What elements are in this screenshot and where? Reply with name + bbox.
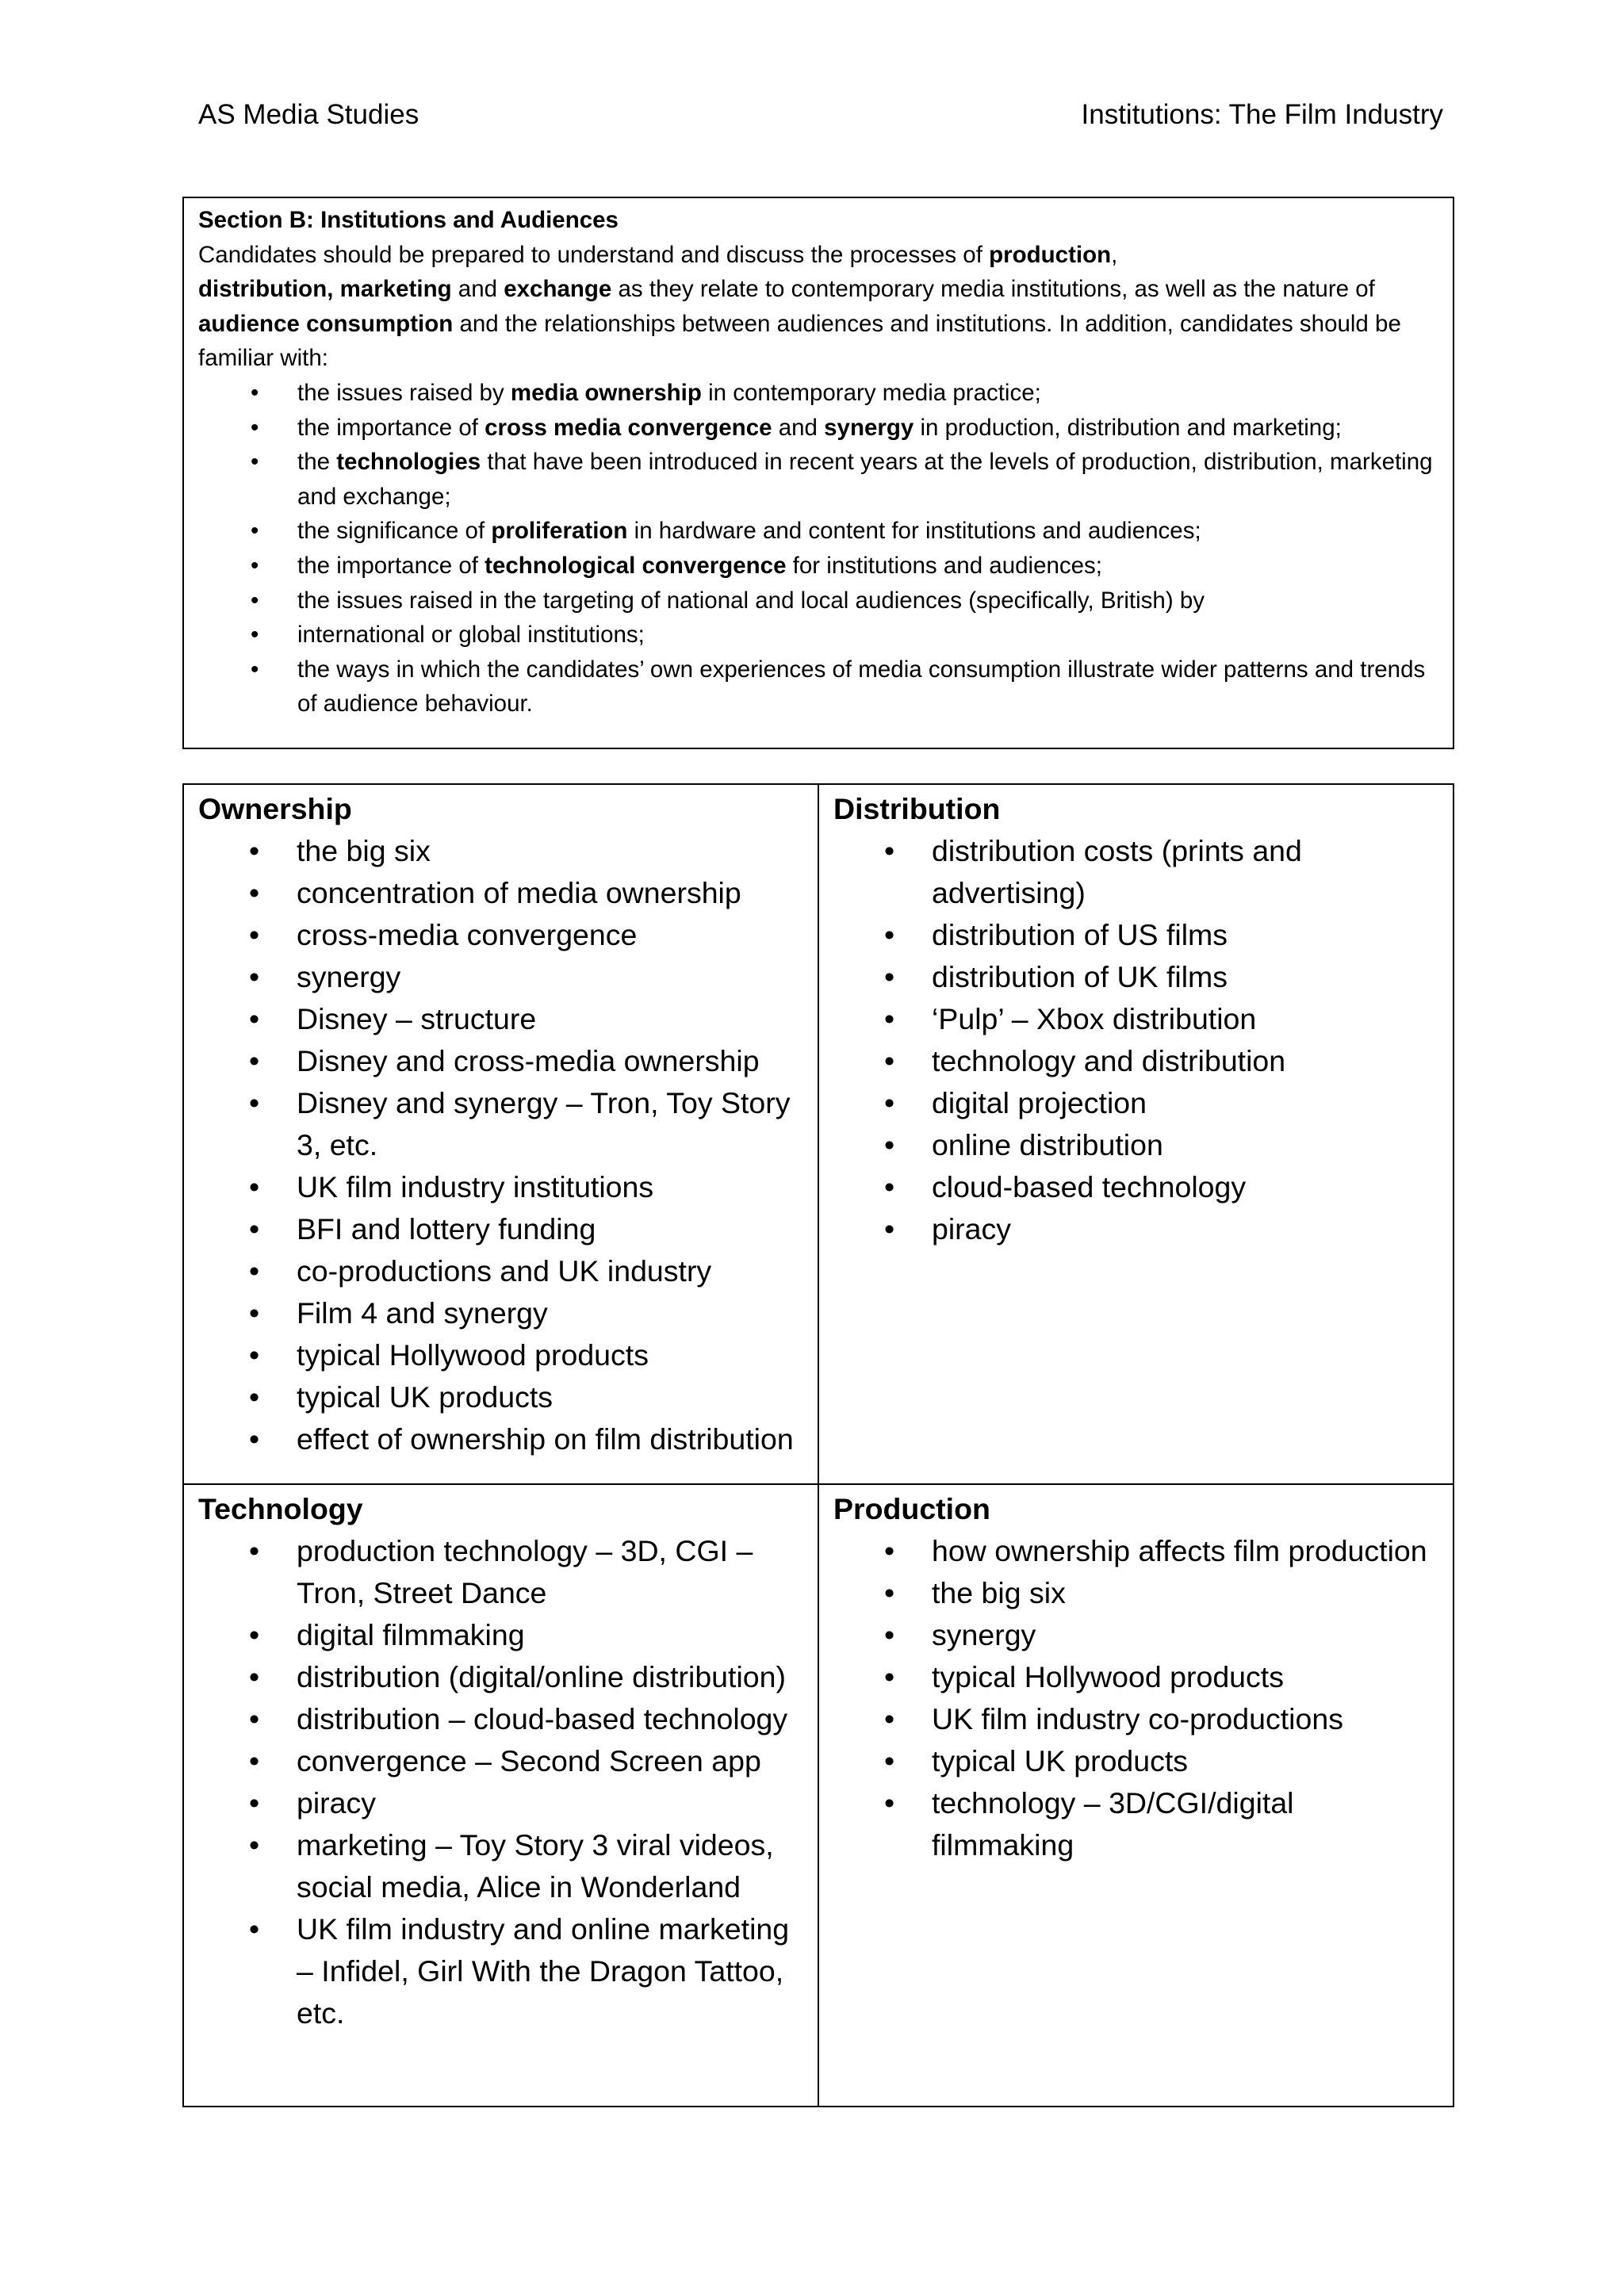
topic-text: synergy — [932, 1618, 1036, 1651]
bullet-text: in contemporary media practice; — [701, 379, 1041, 406]
topics-table — [182, 783, 1454, 2107]
production-heading: Production — [833, 1492, 990, 1525]
topic-text: UK film industry co-productions — [932, 1702, 1343, 1735]
intro-text: , — [1111, 241, 1118, 268]
bullet-icon: • — [251, 414, 259, 441]
bullet-icon: • — [249, 1170, 260, 1203]
bullet-text: technological convergence — [485, 552, 787, 579]
bullet-icon: • — [249, 1422, 260, 1456]
topic-text: co-productions and UK industry — [297, 1254, 712, 1288]
topic-item — [198, 830, 803, 872]
spec-bullet-list — [198, 376, 1438, 721]
topic-item — [833, 1698, 1438, 1740]
bullet-text: in hardware and content for institutions and audiences; — [627, 518, 1201, 545]
bullet-text: the significance of — [297, 518, 492, 545]
bullet-icon: • — [249, 1786, 260, 1820]
bullet-text: proliferation — [491, 518, 628, 545]
production-list — [833, 1530, 1438, 1866]
topic-item — [198, 1250, 803, 1292]
header-course-title: AS Media Studies — [198, 99, 419, 130]
bullet-icon: • — [249, 1254, 260, 1288]
production-cell — [818, 1484, 1454, 2107]
topic-item — [198, 1782, 803, 1824]
technology-cell — [183, 1484, 818, 2107]
bullet-icon: • — [884, 918, 895, 951]
ownership-list — [198, 830, 803, 1460]
ownership-cell — [183, 784, 818, 1484]
topic-text: typical Hollywood products — [932, 1660, 1284, 1693]
topic-item — [833, 1782, 1438, 1866]
bullet-icon: • — [249, 1744, 260, 1777]
bullet-text: the importance of — [297, 414, 485, 441]
intro-text: exchange — [504, 276, 612, 303]
bullet-text: synergy — [824, 414, 914, 441]
topic-item — [833, 1530, 1438, 1572]
topic-text: distribution of US films — [932, 918, 1228, 951]
topic-text: distribution – cloud-based technology — [297, 1702, 788, 1735]
specification-box — [182, 197, 1454, 749]
bullet-icon: • — [249, 1338, 260, 1372]
bullet-icon: • — [249, 1912, 260, 1946]
topic-text: distribution (digital/online distribution) — [297, 1660, 786, 1693]
bullet-icon: • — [884, 1786, 895, 1820]
topic-item — [198, 1208, 803, 1250]
topic-item — [198, 1614, 803, 1656]
bullet-icon: • — [251, 552, 259, 579]
topic-text: Film 4 and synergy — [297, 1296, 548, 1330]
topic-item — [198, 1082, 803, 1166]
bullet-icon: • — [884, 1702, 895, 1735]
bullet-icon: • — [884, 1744, 895, 1777]
topic-item — [198, 1292, 803, 1334]
bullet-icon: • — [251, 379, 259, 406]
topic-item — [198, 998, 803, 1040]
distribution-list — [833, 830, 1438, 1250]
topic-text: distribution costs (prints and advertising) — [932, 834, 1302, 909]
topic-item — [833, 1208, 1438, 1250]
topic-item — [198, 1824, 803, 1908]
bullet-icon: • — [249, 834, 260, 867]
bullet-text: and — [772, 414, 825, 441]
bullet-icon: • — [884, 834, 895, 867]
intro-text: Candidates should be prepared to understand and discuss the processes of — [198, 241, 990, 268]
topic-text: the big six — [297, 834, 431, 867]
bullet-icon: • — [249, 1380, 260, 1414]
bullet-text: the issues raised in the targeting of national and local audiences (specifically, British) by — [297, 587, 1205, 614]
topic-item — [198, 872, 803, 914]
spec-intro-paragraph — [198, 238, 1438, 376]
bullet-icon: • — [249, 1828, 260, 1862]
bullet-icon: • — [884, 960, 895, 993]
topic-text: Disney – structure — [297, 1002, 537, 1035]
bullet-text: international or global institutions; — [297, 622, 645, 649]
bullet-icon: • — [249, 1618, 260, 1651]
bullet-icon: • — [249, 960, 260, 993]
intro-text: distribution, marketing — [198, 276, 452, 303]
bullet-text: technologies — [336, 449, 481, 476]
bullet-icon: • — [884, 1212, 895, 1246]
topic-text: typical UK products — [297, 1380, 553, 1414]
bullet-icon: • — [249, 1002, 260, 1035]
topic-item — [198, 1530, 803, 1614]
topic-text: online distribution — [932, 1128, 1163, 1161]
topic-text: how ownership affects film production — [932, 1534, 1427, 1567]
bullet-icon: • — [249, 1044, 260, 1077]
topic-item — [833, 1572, 1438, 1614]
page-header — [198, 95, 1443, 135]
topic-item — [833, 830, 1438, 914]
topic-text: digital projection — [932, 1086, 1147, 1119]
bullet-text: the ways in which the candidates’ own experiences of media consumption illustrate wider patterns and trends of audience behaviour. — [297, 656, 1426, 718]
bullet-icon: • — [251, 622, 259, 649]
bullet-icon: • — [251, 656, 259, 683]
topic-text: cloud-based technology — [932, 1170, 1247, 1203]
intro-text: and — [451, 276, 504, 303]
bullet-icon: • — [251, 587, 259, 614]
intro-text: and the relationships between audiences and institutions. In addition, candidates should be familiar with: — [198, 310, 1401, 372]
spec-section-title: Section B: Institutions and Audiences — [198, 207, 619, 233]
topic-text: effect of ownership on film distribution — [297, 1422, 794, 1456]
bullet-text: that have been introduced in recent years at the levels of production, distribution, marketing and exchange; — [297, 449, 1433, 510]
topic-text: digital filmmaking — [297, 1618, 525, 1651]
bullet-icon: • — [251, 449, 259, 476]
bullet-icon: • — [884, 1086, 895, 1119]
topic-text: marketing – Toy Story 3 viral videos, social media, Alice in Wonderland — [297, 1828, 774, 1904]
spec-bullet-item — [198, 514, 1438, 549]
bullet-icon: • — [884, 1534, 895, 1567]
topic-text: Disney and synergy – Tron, Toy Story 3, etc. — [297, 1086, 791, 1161]
topic-item — [833, 956, 1438, 998]
topic-item — [198, 1040, 803, 1082]
spec-bullet-item — [198, 618, 1438, 652]
bullet-text: for institutions and audiences; — [786, 552, 1102, 579]
spec-bullet-item — [198, 376, 1438, 411]
topic-text: technology and distribution — [932, 1044, 1286, 1077]
bullet-text: in production, distribution and marketing; — [914, 414, 1342, 441]
topic-item — [198, 914, 803, 956]
topic-text: production technology – 3D, CGI – Tron, Street Dance — [297, 1534, 753, 1609]
topic-text: distribution of UK films — [932, 960, 1228, 993]
spec-bullet-item — [198, 584, 1438, 618]
bullet-icon: • — [249, 876, 260, 909]
bullet-text: cross media convergence — [485, 414, 772, 441]
technology-heading: Technology — [198, 1492, 363, 1525]
topic-item — [198, 1698, 803, 1740]
topic-item — [833, 1656, 1438, 1698]
topic-item — [833, 1040, 1438, 1082]
bullet-icon: • — [251, 518, 259, 545]
distribution-cell — [818, 784, 1454, 1484]
topics-row — [183, 784, 1454, 1484]
distribution-heading: Distribution — [833, 792, 1001, 825]
topic-text: cross-media convergence — [297, 918, 638, 951]
topic-item — [833, 998, 1438, 1040]
spec-bullet-item — [198, 549, 1438, 584]
topic-item — [198, 1334, 803, 1376]
topic-text: technology – 3D/CGI/digital filmmaking — [932, 1786, 1294, 1862]
topic-item — [198, 1908, 803, 2034]
bullet-text: the — [297, 449, 337, 476]
topic-item — [198, 1166, 803, 1208]
intro-text: audience consumption — [198, 310, 454, 337]
bullet-icon: • — [249, 1212, 260, 1246]
bullet-icon: • — [884, 1044, 895, 1077]
topic-item — [198, 956, 803, 998]
topic-text: Disney and cross-media ownership — [297, 1044, 760, 1077]
bullet-icon: • — [249, 1660, 260, 1693]
bullet-icon: • — [249, 1534, 260, 1567]
topic-item — [198, 1740, 803, 1782]
bullet-icon: • — [884, 1128, 895, 1161]
topic-text: synergy — [297, 960, 401, 993]
topic-item — [833, 914, 1438, 956]
intro-text: as they relate to contemporary media institutions, as well as the nature of — [611, 276, 1375, 303]
topic-text: UK film industry and online marketing – Infidel, Girl With the Dragon Tattoo, etc. — [297, 1912, 790, 2030]
topic-item — [833, 1614, 1438, 1656]
topic-text: typical UK products — [932, 1744, 1189, 1777]
topic-text: ‘Pulp’ – Xbox distribution — [932, 1002, 1257, 1035]
topic-text: concentration of media ownership — [297, 876, 741, 909]
intro-text: production — [989, 241, 1112, 268]
bullet-text: media ownership — [510, 379, 702, 406]
header-unit-title: Institutions: The Film Industry — [1081, 99, 1443, 130]
bullet-icon: • — [884, 1170, 895, 1203]
bullet-icon: • — [249, 1086, 260, 1119]
technology-list — [198, 1530, 803, 2034]
topic-text: convergence – Second Screen app — [297, 1744, 761, 1777]
topic-item — [198, 1418, 803, 1460]
topic-text: BFI and lottery funding — [297, 1212, 596, 1246]
bullet-icon: • — [249, 1702, 260, 1735]
topic-text: piracy — [297, 1786, 377, 1820]
bullet-icon: • — [884, 1002, 895, 1035]
spec-bullet-item — [198, 445, 1438, 514]
topic-text: the big six — [932, 1576, 1066, 1609]
bullet-icon: • — [249, 918, 260, 951]
bullet-icon: • — [884, 1576, 895, 1609]
bullet-icon: • — [884, 1660, 895, 1693]
topics-row — [183, 1484, 1454, 2107]
bullet-icon: • — [884, 1618, 895, 1651]
topic-item — [198, 1656, 803, 1698]
topic-item — [833, 1166, 1438, 1208]
bullet-text: the importance of — [297, 552, 485, 579]
ownership-heading: Ownership — [198, 792, 352, 825]
topic-text: piracy — [932, 1212, 1012, 1246]
topic-item — [198, 1376, 803, 1418]
topic-item — [833, 1124, 1438, 1166]
spec-bullet-item — [198, 411, 1438, 446]
spec-bullet-item — [198, 652, 1438, 721]
bullet-text: the issues raised by — [297, 379, 511, 406]
topic-item — [833, 1082, 1438, 1124]
topic-text: typical Hollywood products — [297, 1338, 649, 1372]
bullet-icon: • — [249, 1296, 260, 1330]
topic-text: UK film industry institutions — [297, 1170, 654, 1203]
topic-item — [833, 1740, 1438, 1782]
